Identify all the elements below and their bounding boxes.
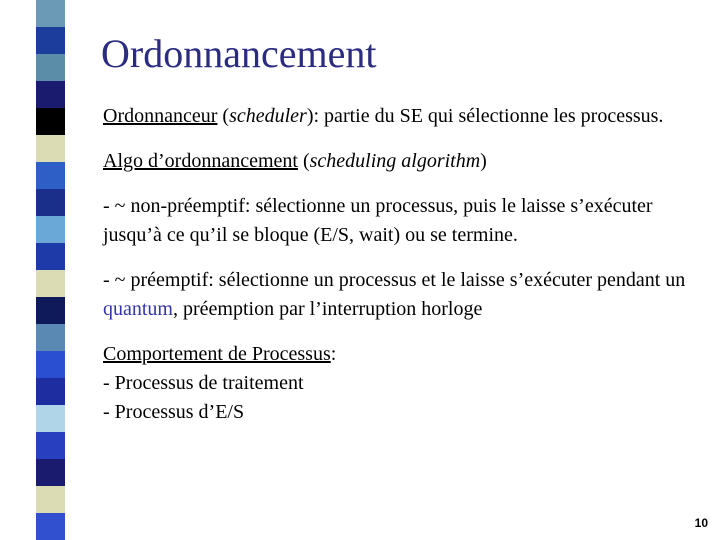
preemptive-text-start: - ~ préemptif: sélectionne un processus et le laisse s’exécuter pendant un <box>103 269 686 291</box>
strip-block <box>36 135 65 162</box>
paragraph-scheduler <box>103 102 715 131</box>
behavior-heading: Comportement de Processus <box>103 343 331 365</box>
strip-block <box>36 405 65 432</box>
paren-open: ( <box>217 105 230 127</box>
strip-block <box>36 54 65 81</box>
strip-block <box>36 486 65 513</box>
strip-block <box>36 162 65 189</box>
strip-block <box>36 351 65 378</box>
strip-block <box>36 216 65 243</box>
strip-block <box>36 243 65 270</box>
decorative-color-strip <box>36 0 65 540</box>
preemptive-text-end: , préemption par l’interruption horloge <box>173 298 483 320</box>
term-quantum: quantum <box>103 298 173 320</box>
heading-colon: : <box>330 343 337 365</box>
strip-block <box>36 81 65 108</box>
slide-body <box>103 102 715 443</box>
strip-block <box>36 108 65 135</box>
paragraph-algo <box>103 147 715 176</box>
term-scheduling-algorithm: scheduling algorithm <box>309 150 481 172</box>
strip-block <box>36 432 65 459</box>
strip-block <box>36 513 65 540</box>
paragraph-process-behavior <box>103 340 715 427</box>
slide-title: Ordonnancement <box>101 31 377 76</box>
paren-open: ( <box>297 150 310 172</box>
strip-block <box>36 0 65 27</box>
strip-block <box>36 189 65 216</box>
term-ordonnanceur: Ordonnanceur <box>103 105 218 127</box>
scheduler-definition: ): partie du SE qui sélectionne les processus. <box>306 105 664 127</box>
term-scheduler: scheduler <box>229 105 307 127</box>
paren-close: ) <box>480 150 487 172</box>
behavior-item-cpu: - Processus de traitement <box>103 372 304 394</box>
term-algo-ordonnancement: Algo d’ordonnancement <box>103 150 298 172</box>
paragraph-non-preemptive: - ~ non-préemptif: sélectionne un processus, puis le laisse s’exécuter jusqu’à ce qu’il se bloque (E/S, wait) ou se termine. <box>103 195 653 246</box>
strip-block <box>36 459 65 486</box>
behavior-item-io: - Processus d’E/S <box>103 401 245 423</box>
strip-block <box>36 27 65 54</box>
behavior-heading-line <box>103 340 715 369</box>
strip-block <box>36 297 65 324</box>
page-number: 10 <box>694 516 708 530</box>
strip-block <box>36 270 65 297</box>
strip-block <box>36 324 65 351</box>
paragraph-preemptive <box>103 266 715 324</box>
strip-block <box>36 378 65 405</box>
